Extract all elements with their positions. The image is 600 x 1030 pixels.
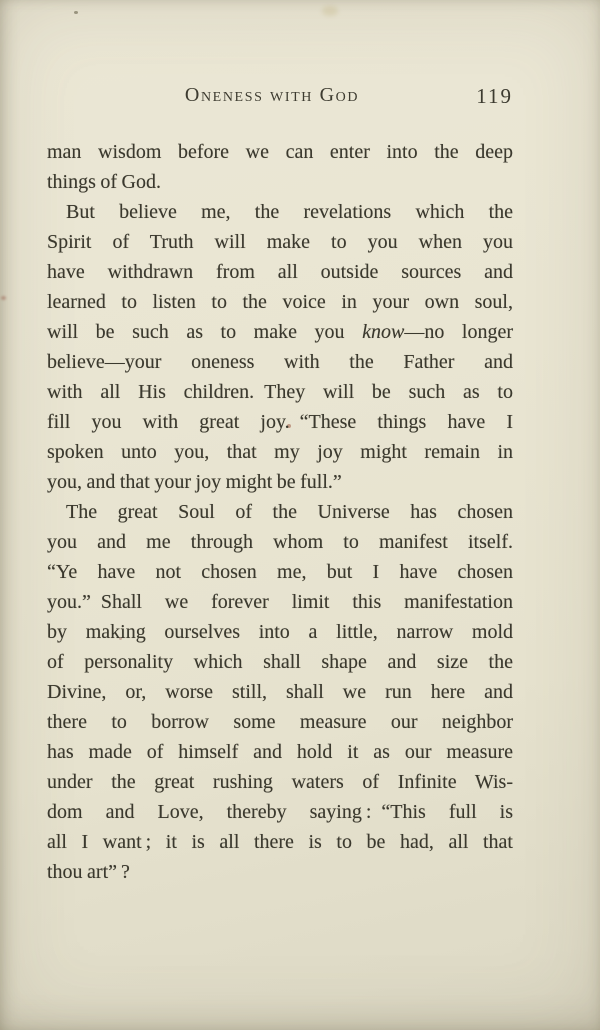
text-line: all I want ; it is all there is to be had, all that [47,831,513,853]
page-number: 119 [476,84,513,108]
text-line: Spirit of Truth will make to you when you [47,231,513,253]
paper-speck [74,11,78,14]
text-line: spoken unto you, that my joy might remain in [47,441,513,463]
text-line: with all His children. They will be such as to [47,381,513,403]
running-title: Oneness with God [184,84,360,106]
text-line: fill you with great joy. “These things have I [47,411,513,433]
text-line: you and me through whom to manifest itself. [47,531,513,553]
text-line: have withdrawn from all outside sources and [47,261,513,283]
text-line: “Ye have not chosen me, but I have chosen [47,561,513,583]
body-text [47,137,513,887]
page-header [47,84,513,108]
text-line: dom and Love, thereby saying : “This full is [47,801,513,823]
text-line: Divine, or, worse still, shall we run here and [47,681,513,703]
text-line: of personality which shall shape and size the [47,651,513,673]
text-line: you.” Shall we forever limit this manifestation [47,591,513,613]
text-line: by making ourselves into a little, narrow mold [47,621,513,643]
text-line: believe—your oneness with the Father and [47,351,513,373]
text-line: under the great rushing waters of Infinite Wis- [47,771,513,793]
paper-stain [322,6,338,16]
text-line: things of God. [47,171,161,193]
text-line: But believe me, the revelations which the [66,201,513,223]
text-line: has made of himself and hold it as our measure [47,741,513,763]
text-line: you, and that your joy might be full.” [47,471,342,493]
text-line: man wisdom before we can enter into the deep [47,141,513,163]
paper-speck [1,296,6,300]
text-line: The great Soul of the Universe has chosen [66,501,513,523]
text-line: there to borrow some measure our neighbor [47,711,513,733]
text-line: thou art” ? [47,861,130,883]
text-line: learned to listen to the voice in your own soul, [47,291,513,313]
text-line: will be such as to make you know—no longer [47,321,513,343]
